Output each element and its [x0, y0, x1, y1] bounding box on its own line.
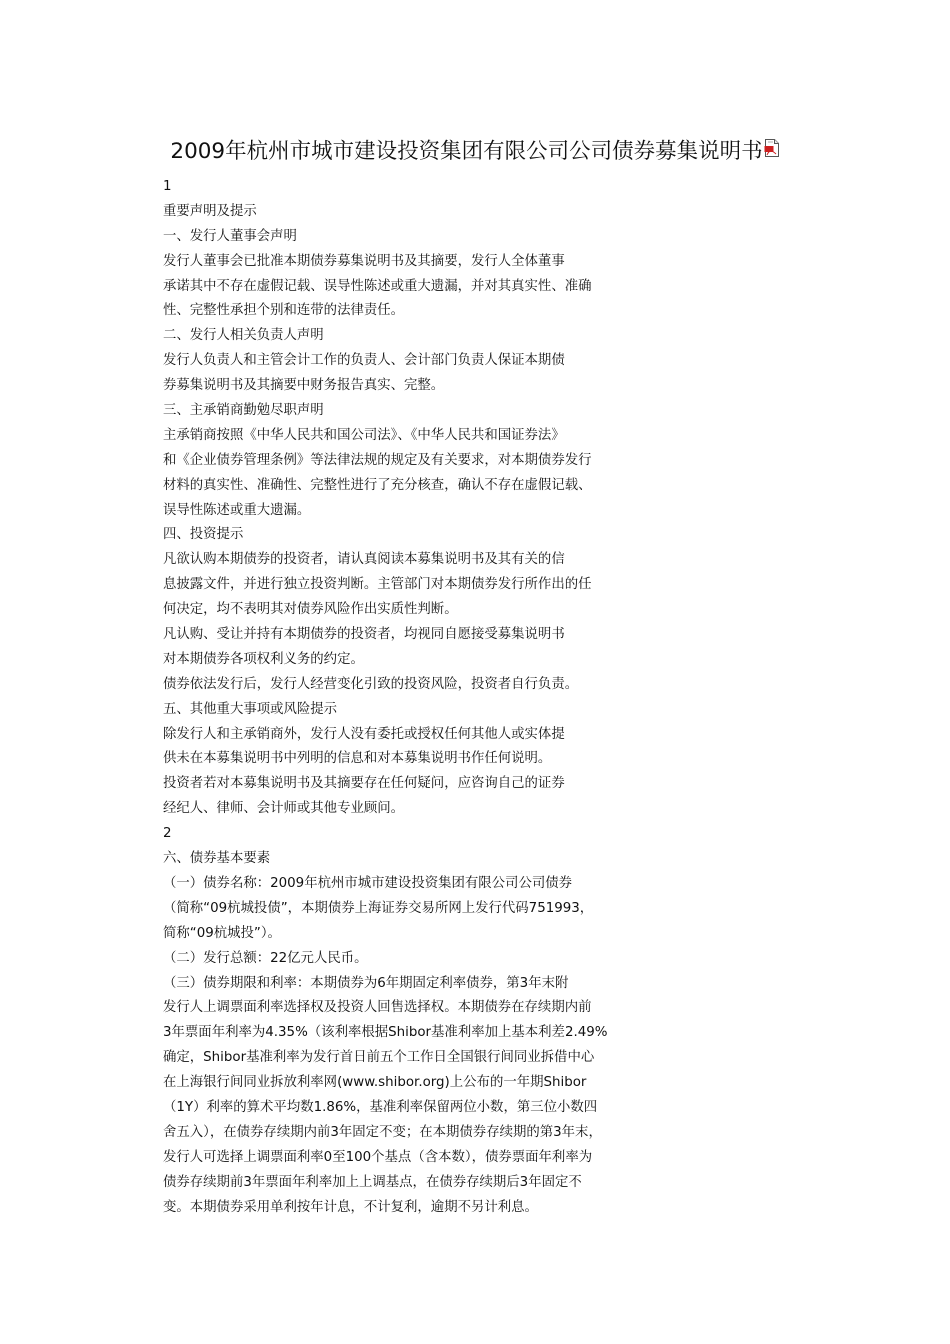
text-line: 四、投资提示 — [163, 527, 244, 543]
text-line: 息披露文件，并进行独立投资判断。主管部门对本期债券发行所作出的任 — [163, 577, 592, 593]
text-line: 投资者若对本募集说明书及其摘要存在任何疑问，应咨询自己的证券 — [163, 776, 565, 792]
text-line: 经纪人、律师、会计师或其他专业顾问。 — [163, 801, 405, 817]
text-line: 债券依法发行后，发行人经营变化引致的投资风险，投资者自行负责。 — [163, 676, 579, 692]
text-line: 发行人董事会已批准本期债券募集说明书及其摘要，发行人全体董事 — [163, 253, 565, 269]
text-line: 发行人负责人和主管会计工作的负责人、会计部门负责人保证本期债 — [163, 353, 565, 369]
text-line: 材料的真实性、准确性、完整性进行了充分核查，确认不存在虚假记载、 — [163, 477, 592, 493]
text-line: 1 — [163, 179, 172, 194]
text-line: 发行人上调票面利率选择权及投资人回售选择权。本期债券在存续期内前 — [163, 1000, 592, 1016]
text-line: 对本期债券各项权利义务的约定。 — [163, 651, 364, 667]
text-line: 债券存续期前3年票面年利率加上上调基点，在债券存续期后3年固定不 — [163, 1174, 582, 1190]
text-line: 误导性陈述或重大遗漏。 — [163, 502, 311, 518]
text-line: 一、发行人董事会声明 — [163, 228, 297, 244]
text-line: （二）发行总额：22亿元人民币。 — [163, 950, 368, 966]
text-line: 变。本期债券采用单利按年计息，不计复利，逾期不另计利息。 — [163, 1199, 538, 1215]
text-line: 2 — [163, 826, 172, 842]
text-line: 重要声明及提示 — [163, 203, 257, 219]
text-line: （1Y）利率的算术平均数1.86%，基准利率保留两位小数，第三位小数四 — [163, 1099, 598, 1115]
text-line: 六、债券基本要素 — [163, 851, 271, 867]
text-line: 主承销商按照《中华人民共和国公司法》、《中华人民共和国证券法》 — [163, 427, 565, 443]
text-line: 简称“09杭城投”）。 — [163, 925, 281, 941]
text-line: 在上海银行间同业拆放利率网(www.shibor.org)上公布的一年期Shibor — [163, 1075, 587, 1091]
text-line: 二、发行人相关负责人声明 — [163, 328, 324, 344]
text-line: 承诺其中不存在虚假记载、误导性陈述或重大遗漏，并对其真实性、准确 — [163, 278, 592, 294]
document-title: 2009年杭州市城市建设投资集团有限公司公司债券募集说明书 — [170, 139, 763, 164]
text-line: 五、其他重大事项或风险提示 — [163, 701, 338, 717]
text-line: （一）债券名称：2009年杭州市城市建设投资集团有限公司公司债券 — [163, 875, 573, 891]
text-line: 和《企业债券管理条例》等法律法规的规定及有关要求，对本期债券发行 — [163, 452, 592, 468]
title-row — [0, 134, 950, 165]
text-line: （三）债券期限和利率：本期债券为6年期固定利率债券，第3年末附 — [163, 975, 569, 991]
text-line: 凡欲认购本期债券的投资者，请认真阅读本募集说明书及其有关的信 — [163, 552, 565, 568]
text-line: 三、主承销商勤勉尽职声明 — [163, 403, 324, 419]
text-line: 凡认购、受让并持有本期债券的投资者，均视同自愿接受募集说明书 — [163, 627, 565, 643]
text-line: 除发行人和主承销商外，发行人没有委托或授权任何其他人或实体提 — [163, 726, 565, 742]
text-line: 确定，Shibor基准利率为发行首日前五个工作日全国银行间同业拆借中心 — [163, 1050, 595, 1066]
pdf-file-icon — [764, 138, 780, 158]
text-line: 供未在本募集说明书中列明的信息和对本募集说明书作任何说明。 — [163, 751, 552, 767]
text-line: 何决定，均不表明其对债券风险作出实质性判断。 — [163, 602, 458, 618]
text-line: 性、完整性承担个别和连带的法律责任。 — [163, 303, 405, 319]
text-line: 舍五入），在债券存续期内前3年固定不变；在本期债券存续期的第3年末， — [163, 1124, 602, 1140]
document-body — [163, 175, 683, 1220]
text-line: 发行人可选择上调票面利率0至100个基点（含本数），债券票面年利率为 — [163, 1149, 593, 1165]
text-line: 3年票面年利率为4.35%（该利率根据Shibor基准利率加上基本利差2.49% — [163, 1025, 608, 1041]
text-line: 券募集说明书及其摘要中财务报告真实、完整。 — [163, 378, 445, 394]
text-line: （简称“09杭城投债”，本期债券上海证券交易所网上发行代码751993， — [163, 900, 594, 916]
